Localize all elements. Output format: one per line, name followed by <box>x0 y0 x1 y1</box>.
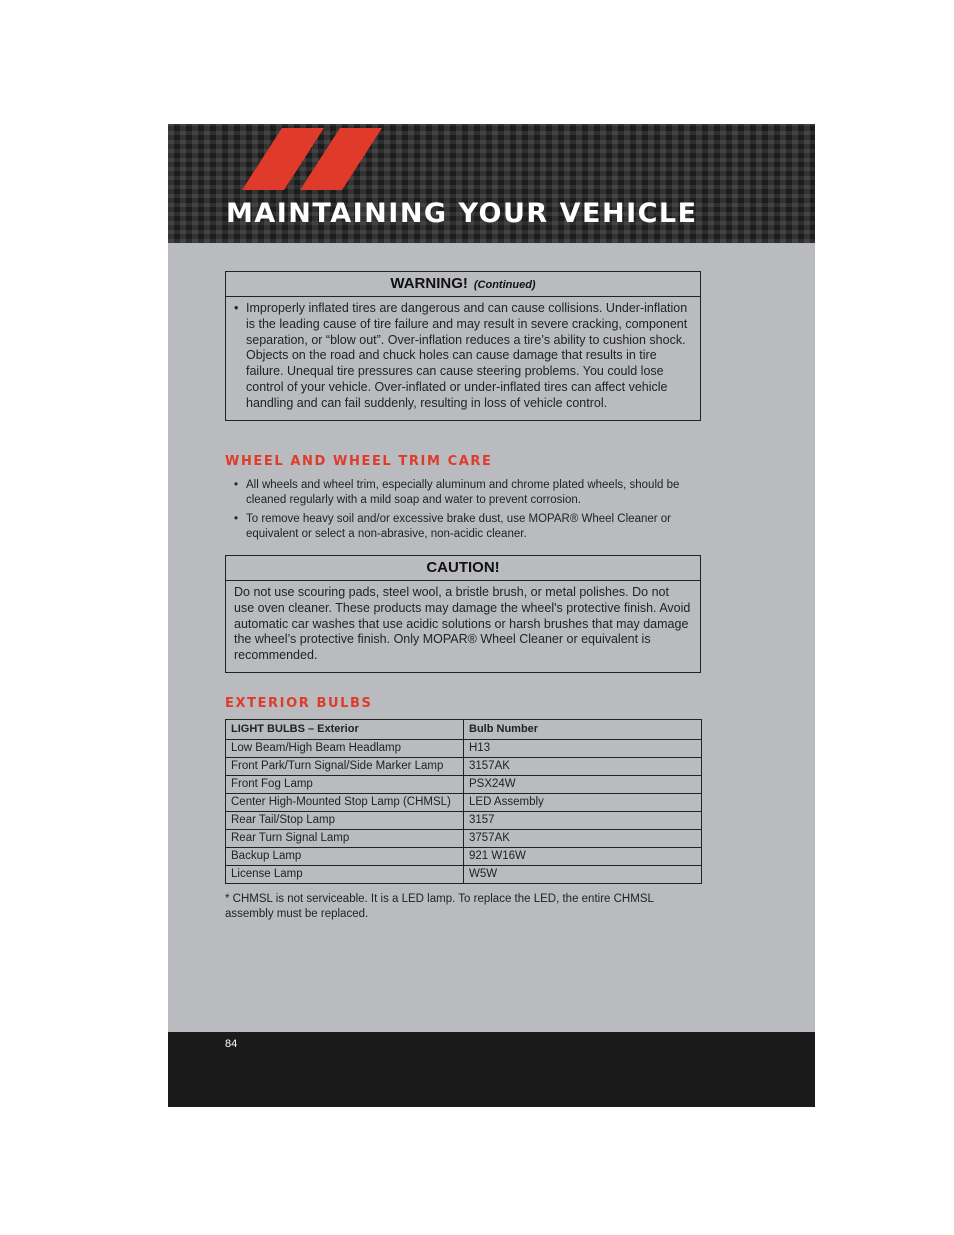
warning-title: WARNING! <box>390 275 468 292</box>
table-cell-bulb: LED Assembly <box>464 794 702 812</box>
table-row <box>226 848 702 866</box>
column-header-bulb-number: Bulb Number <box>464 720 702 740</box>
table-cell-bulb: PSX24W <box>464 776 702 794</box>
list-item-text: All wheels and wheel trim, especially aluminum and chrome plated wheels, should be cleaned regularly with a mild soap and water to prevent corrosion. <box>246 479 680 506</box>
table-row <box>226 866 702 884</box>
bulb-footnote: * CHMSL is not serviceable. It is a LED lamp. To replace the LED, the entire CHMSL assembly must be replaced. <box>225 893 654 920</box>
table-cell-lamp: License Lamp <box>226 866 464 884</box>
table-row <box>226 740 702 758</box>
warning-subtitle: (Continued) <box>473 279 536 291</box>
page-number: 84 <box>225 1038 238 1050</box>
table-cell-lamp: Low Beam/High Beam Headlamp <box>226 740 464 758</box>
caution-box <box>225 555 701 673</box>
table-cell-lamp: Center High-Mounted Stop Lamp (CHMSL) <box>226 794 464 812</box>
caution-box-header <box>226 556 700 581</box>
warning-bullet-item <box>234 301 692 412</box>
table-cell-lamp: Rear Tail/Stop Lamp <box>226 812 464 830</box>
bullet-marker: • <box>234 301 239 315</box>
exterior-bulbs-heading: EXTERIOR BULBS <box>225 696 373 711</box>
table-cell-bulb: 3757AK <box>464 830 702 848</box>
list-item-text: To remove heavy soil and/or excessive brake dust, use MOPAR® Wheel Cleaner or equivalent or select a non-abrasive, non-acidic cleaner. <box>246 513 672 540</box>
warning-box <box>225 271 701 421</box>
bullet-marker: • <box>234 513 239 525</box>
manual-page <box>168 124 815 1107</box>
column-header-light-bulbs: LIGHT BULBS – Exterior <box>226 720 464 740</box>
caution-title: CAUTION! <box>426 559 500 576</box>
warning-box-body <box>226 297 700 420</box>
page-footer <box>168 1032 815 1107</box>
caution-text: Do not use scouring pads, steel wool, a bristle brush, or metal polishes. Do not use oven cleaner. These products may damage the wheel's protective finish. Avoid automatic car washes that use acidic solutions or harsh brushes that may damage the wheel’s protective finish. Only MOPAR® Wheel Cleaner or equivalent is recommended. <box>234 585 691 663</box>
wheel-care-heading: WHEEL AND WHEEL TRIM CARE <box>225 454 493 469</box>
list-item <box>234 478 704 508</box>
table-cell-lamp: Front Fog Lamp <box>226 776 464 794</box>
warning-box-header <box>226 272 700 297</box>
list-item <box>234 512 704 542</box>
table-cell-lamp: Rear Turn Signal Lamp <box>226 830 464 848</box>
bullet-marker: • <box>234 479 239 491</box>
table-cell-bulb: 921 W16W <box>464 848 702 866</box>
table-cell-bulb: H13 <box>464 740 702 758</box>
page-header <box>168 124 815 243</box>
table-cell-bulb: W5W <box>464 866 702 884</box>
warning-text: Improperly inflated tires are dangerous and can cause collisions. Under-inflation is the leading cause of tire failure and may result in severe cracking, component separation, or “blow out”. Over-inflation reduces a tire’s ability to cushion shock. Objects on the road and chuck holes can cause damage that results in tire failure. Unequal tire pressures can cause steering problems. You could lose control of your vehicle. Over-inflated or under-inflated tires can affect vehicle handling and can fail suddenly, resulting in loss of vehicle control. <box>246 301 688 410</box>
caution-box-body <box>226 581 700 672</box>
table-cell-lamp: Front Park/Turn Signal/Side Marker Lamp <box>226 758 464 776</box>
table-row <box>226 830 702 848</box>
table-row <box>226 794 702 812</box>
page-title: MAINTAINING YOUR VEHICLE <box>226 198 698 229</box>
table-row <box>226 812 702 830</box>
table-cell-bulb: 3157AK <box>464 758 702 776</box>
table-cell-bulb: 3157 <box>464 812 702 830</box>
table-cell-lamp: Backup Lamp <box>226 848 464 866</box>
table-row <box>226 758 702 776</box>
table-row <box>226 776 702 794</box>
table-header-row <box>226 720 702 740</box>
bulb-table <box>225 719 702 884</box>
brand-stripes-logo <box>242 128 392 190</box>
wheel-care-bullet-list <box>234 478 704 546</box>
